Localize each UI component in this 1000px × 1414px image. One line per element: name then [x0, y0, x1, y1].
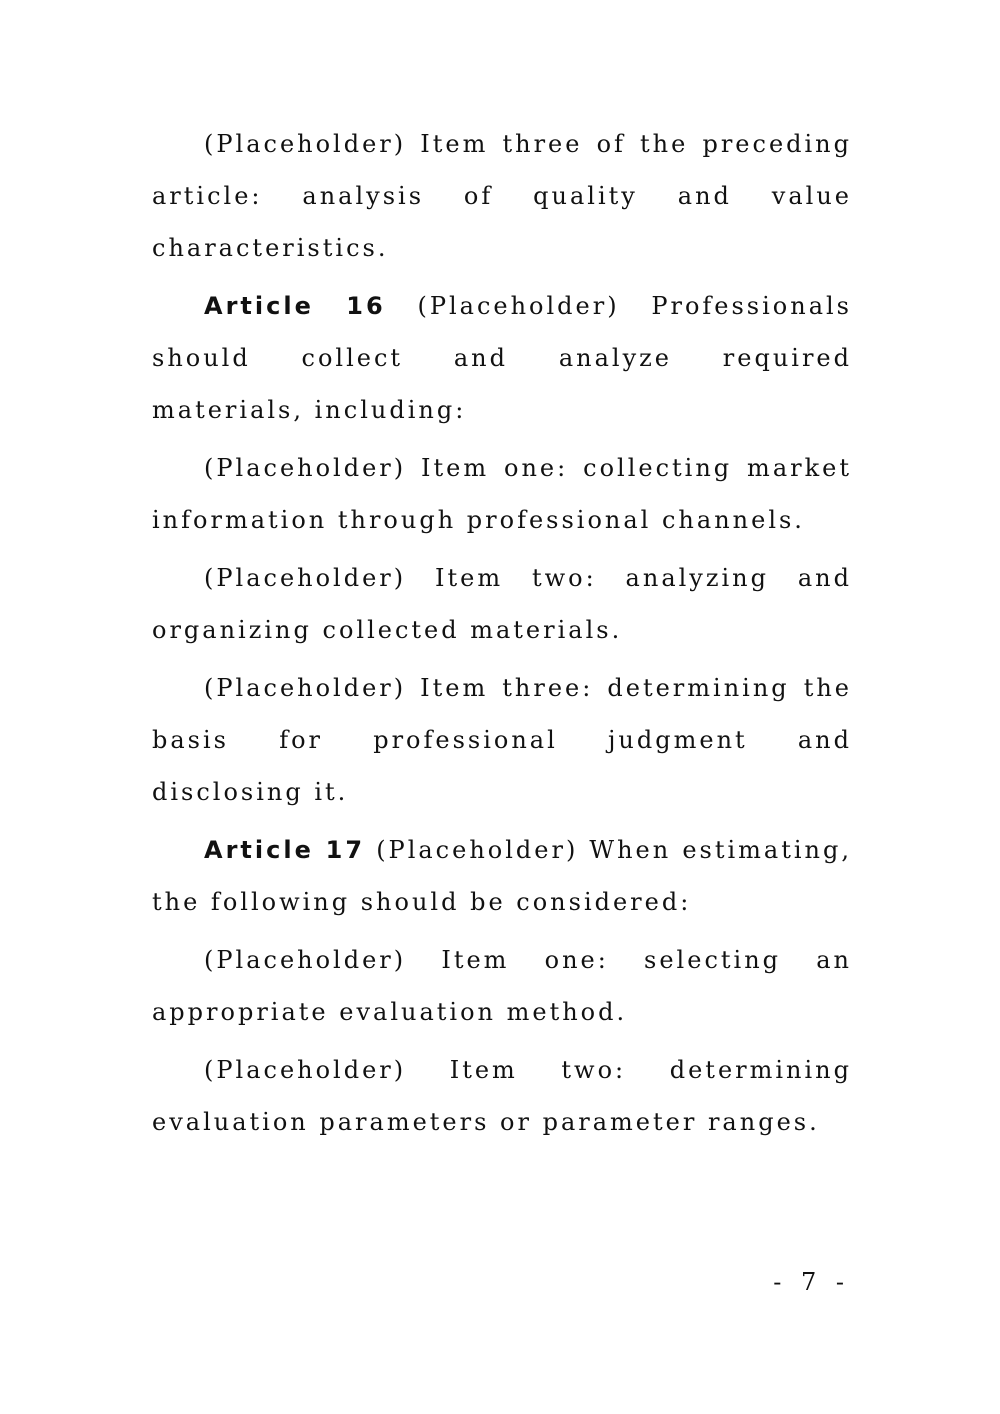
article-sixteen [152, 280, 852, 436]
paragraph-item-three-b [152, 662, 852, 818]
article-heading: Article 17 [204, 836, 366, 864]
document-page [152, 118, 852, 1154]
paragraph-text: (Placeholder) Item two: analyzing and organizing collected materials. [152, 564, 852, 644]
article-seventeen [152, 824, 852, 928]
paragraph-text: (Placeholder) Professionals should collect and analyze required materials, including: [152, 292, 852, 424]
paragraph-text: (Placeholder) Item two: determining evaluation parameters or parameter ranges. [152, 1056, 852, 1136]
paragraph-text: (Placeholder) Item one: selecting an appropriate evaluation method. [152, 946, 852, 1026]
paragraph-text: (Placeholder) Item three of the preceding article: analysis of quality and value characteristics. [152, 130, 852, 262]
paragraph-item-one [152, 442, 852, 546]
article-heading: Article 16 [204, 292, 386, 320]
paragraph-text: (Placeholder) Item one: collecting market information through professional channels. [152, 454, 852, 534]
paragraph-item-three [152, 118, 852, 274]
paragraph-text: (Placeholder) Item three: determining the basis for professional judgment and disclosing it. [152, 674, 852, 806]
page-number: - 7 - [773, 1268, 850, 1296]
paragraph-item-two [152, 552, 852, 656]
paragraph-text: (Placeholder) When estimating, the following should be considered: [152, 836, 852, 916]
paragraph-item-two-b [152, 1044, 852, 1148]
paragraph-item-one-b [152, 934, 852, 1038]
